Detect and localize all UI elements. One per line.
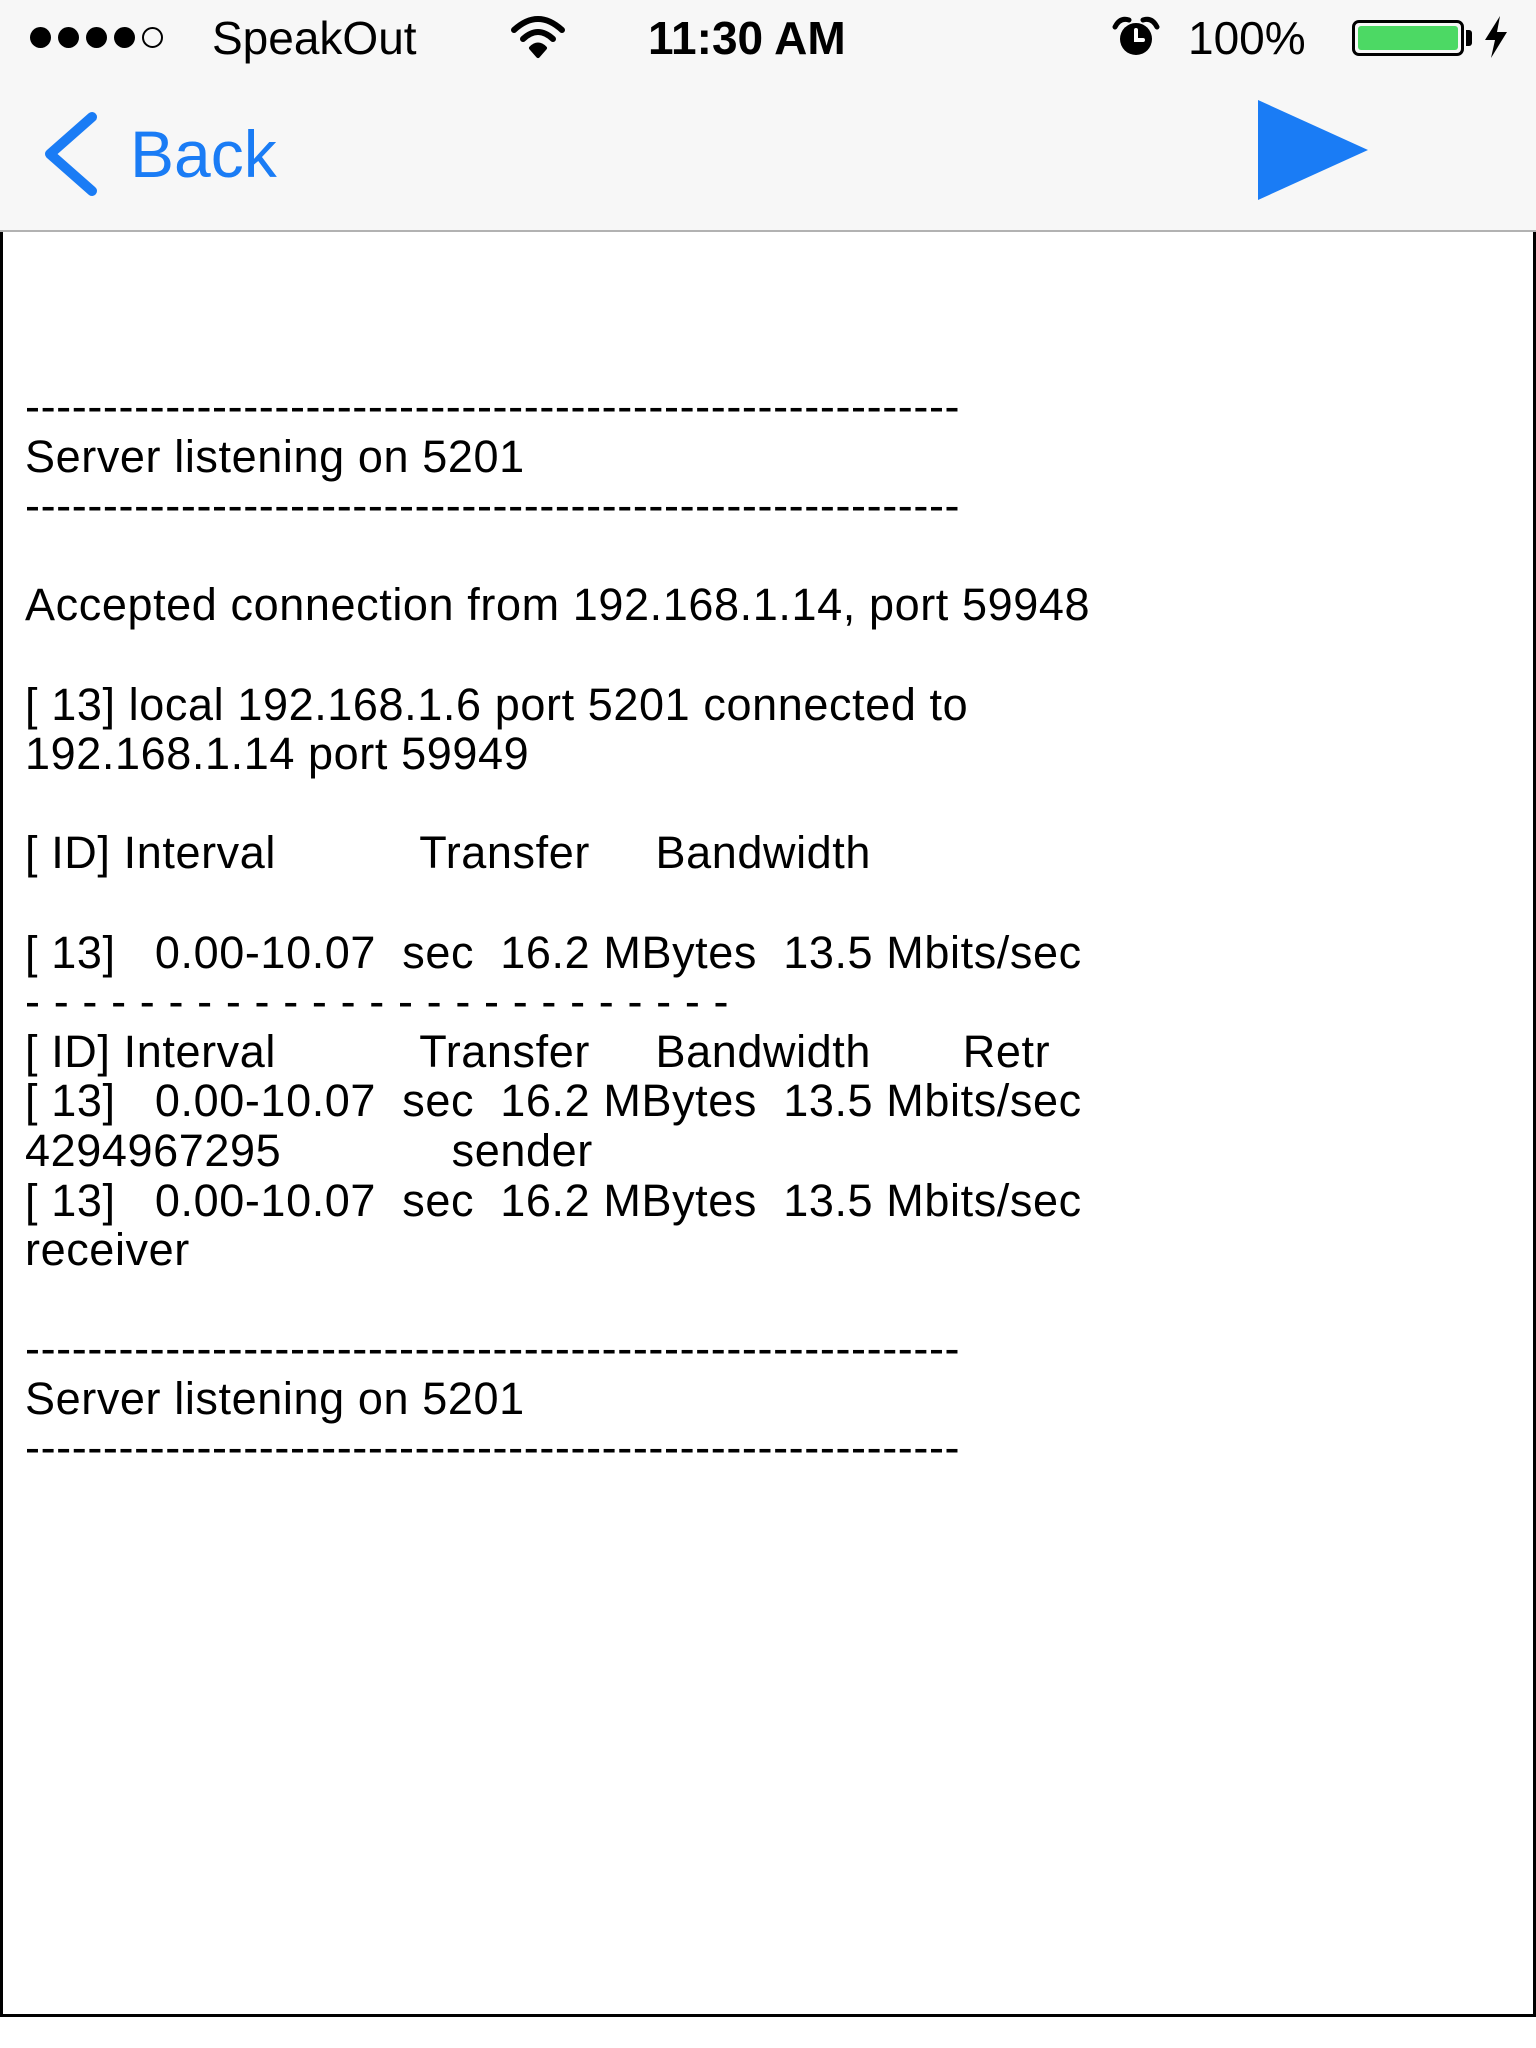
signal-dot xyxy=(30,27,51,48)
console-output-area[interactable] xyxy=(0,232,1536,2017)
signal-dot xyxy=(114,27,135,48)
signal-dot xyxy=(86,27,107,48)
battery-tip xyxy=(1466,30,1472,46)
cellular-signal-icon xyxy=(30,20,163,54)
back-button[interactable] xyxy=(36,104,277,204)
signal-dot xyxy=(58,27,79,48)
status-bar xyxy=(0,0,1536,76)
battery-fill xyxy=(1358,26,1458,50)
navigation-bar xyxy=(0,76,1536,232)
battery-icon xyxy=(1352,20,1464,56)
alarm-icon xyxy=(1112,16,1160,58)
console-log-text: ------------------------------------------------------------ Server listening on 5201 ------------------------------------------------------------ Accepted connection from 192.168.1.14, port 59948 [ 13] local 192.168.1.6 port 5201 connected to 192.168.1.14 port 59949 [ ID] Interval Transfer Bandwidth [ 13] 0.00-10.07 sec 16.2 MBytes 13.5 Mbits/sec - - - - - - - - - - - - - - - - - - - - - - - - - [ ID] Interval Transfer Bandwidth Retr [ 13] 0.00-10.07 sec 16.2 MBytes 13.5 Mbits/sec 4294967295 sender [ 13] 0.00-10.07 sec 16.2 MBytes 13.5 Mbits/sec receiver ------------------------------------------------------------ Server listening on 5201 ------------------------------------------------------------ xyxy=(25,381,1091,1474)
battery-percent: 100% xyxy=(1188,12,1306,64)
signal-dot-empty xyxy=(142,27,163,48)
play-icon[interactable] xyxy=(1250,96,1374,204)
wifi-icon xyxy=(510,14,566,60)
charging-bolt-icon xyxy=(1480,14,1512,60)
carrier-name: SpeakOut xyxy=(212,12,417,64)
status-time: 11:30 AM xyxy=(648,12,846,64)
chevron-left-icon xyxy=(36,111,102,197)
back-label: Back xyxy=(130,117,277,191)
